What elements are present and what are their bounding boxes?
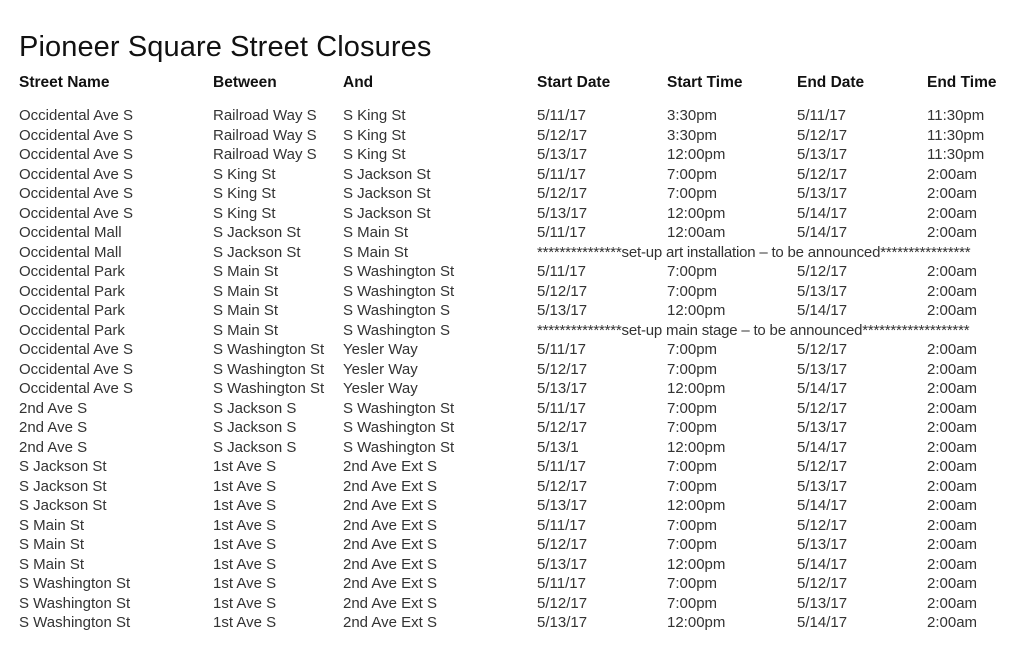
street-name-cell: Occidental Park <box>19 302 125 319</box>
column-header-start-date: Start Date <box>537 74 611 91</box>
table-row <box>19 418 1019 438</box>
street-name-cell: S Main St <box>19 536 85 553</box>
end-date-cell: 5/14/17 <box>797 302 848 319</box>
start-date-cell: 5/13/1 <box>537 438 579 456</box>
table-row <box>19 496 1019 516</box>
street-name-cell: S Main St <box>19 516 85 534</box>
street-name-cell: S Washington St <box>19 614 131 631</box>
start-time-cell: 3:30pm <box>667 126 718 144</box>
table-row <box>19 379 1019 399</box>
table-row <box>19 282 1019 302</box>
and-cell: S Washington St <box>343 399 455 417</box>
table-row <box>19 574 1019 594</box>
start-date-cell: 5/11/17 <box>537 341 586 358</box>
end-date-cell: 5/13/17 <box>797 282 848 300</box>
end-time-cell: 11:30pm <box>927 146 985 163</box>
start-time-cell: 7:00pm <box>667 165 718 183</box>
table-row <box>19 535 1019 555</box>
between-cell: 1st Ave S <box>213 575 277 592</box>
between-cell: 1st Ave S <box>213 458 277 475</box>
start-date-cell: 5/11/17 <box>537 399 586 417</box>
street-name-cell: 2nd Ave S <box>19 438 88 456</box>
start-time-cell: 12:00pm <box>667 302 726 319</box>
street-name-cell: Occidental Ave S <box>19 341 133 358</box>
start-date-cell: 5/11/17 <box>537 107 586 124</box>
start-time-cell: 12:00pm <box>667 146 726 163</box>
between-cell: S Main St <box>213 321 279 339</box>
end-time-cell: 2:00am <box>927 165 978 183</box>
start-time-cell: 7:00pm <box>667 360 718 378</box>
table-row <box>19 262 1019 282</box>
between-cell: 1st Ave S <box>213 477 277 495</box>
between-cell: Railroad Way S <box>213 126 317 144</box>
start-time-cell: 7:00pm <box>667 419 718 436</box>
and-cell: 2nd Ave Ext S <box>343 555 437 573</box>
end-time-cell: 2:00am <box>927 204 978 222</box>
column-header-street-name: Street Name <box>19 74 110 91</box>
start-date-cell: 5/11/17 <box>537 165 586 183</box>
end-date-cell: 5/13/17 <box>797 185 848 202</box>
and-cell: S Washington St <box>343 419 455 436</box>
end-date-cell: 5/13/17 <box>797 477 848 495</box>
between-cell: S Main St <box>213 282 279 300</box>
table-row <box>19 360 1019 380</box>
end-date-cell: 5/12/17 <box>797 126 848 144</box>
street-name-cell: Occidental Park <box>19 263 125 280</box>
end-date-cell: 5/12/17 <box>797 165 848 183</box>
and-cell: S Jackson St <box>343 165 431 183</box>
start-time-cell: 12:00pm <box>667 380 726 397</box>
table-row <box>19 165 1019 185</box>
and-cell: S Washington St <box>343 438 455 456</box>
column-header-and: And <box>343 74 374 91</box>
and-cell: S Washington St <box>343 282 455 300</box>
between-cell: 1st Ave S <box>213 614 277 631</box>
end-time-cell: 2:00am <box>927 438 978 456</box>
between-cell: S Jackson S <box>213 399 297 417</box>
table-row <box>19 555 1019 575</box>
table-row <box>19 184 1019 204</box>
between-cell: S Main St <box>213 302 279 319</box>
start-date-cell: 5/12/17 <box>537 360 588 378</box>
end-date-cell: 5/12/17 <box>797 575 848 592</box>
table-row <box>19 321 1019 341</box>
between-cell: S Main St <box>213 263 279 280</box>
end-time-cell: 2:00am <box>927 282 978 300</box>
street-name-cell: Occidental Mall <box>19 224 122 241</box>
end-time-cell: 2:00am <box>927 224 978 241</box>
table-row <box>19 399 1019 419</box>
end-date-cell: 5/13/17 <box>797 360 848 378</box>
start-date-cell: 5/12/17 <box>537 536 588 553</box>
street-name-cell: S Washington St <box>19 575 131 592</box>
table-row <box>19 301 1019 321</box>
between-cell: 1st Ave S <box>213 516 277 534</box>
street-name-cell: S Jackson St <box>19 477 107 495</box>
between-cell: S Jackson S <box>213 438 297 456</box>
between-cell: 1st Ave S <box>213 594 277 612</box>
end-date-cell: 5/12/17 <box>797 341 848 358</box>
end-time-cell: 2:00am <box>927 497 978 514</box>
start-date-cell: 5/13/17 <box>537 204 588 222</box>
table-row <box>19 594 1019 614</box>
between-cell: S King St <box>213 204 276 222</box>
and-cell: Yesler Way <box>343 360 418 378</box>
and-cell: S Washington St <box>343 263 455 280</box>
table-row <box>19 145 1019 165</box>
start-date-cell: 5/12/17 <box>537 185 588 202</box>
and-cell: S Main St <box>343 243 409 261</box>
and-cell: S King St <box>343 107 406 124</box>
and-cell: 2nd Ave Ext S <box>343 614 437 631</box>
street-name-cell: Occidental Ave S <box>19 185 133 202</box>
table-row <box>19 457 1019 477</box>
table-row <box>19 340 1019 360</box>
end-date-cell: 5/13/17 <box>797 536 848 553</box>
street-name-cell: S Jackson St <box>19 497 107 514</box>
start-date-cell: 5/11/17 <box>537 458 586 475</box>
start-date-cell: 5/13/17 <box>537 380 588 397</box>
street-name-cell: S Jackson St <box>19 458 107 475</box>
and-cell: S Jackson St <box>343 204 431 222</box>
end-date-cell: 5/14/17 <box>797 438 848 456</box>
start-time-cell: 7:00pm <box>667 399 718 417</box>
start-date-cell: 5/11/17 <box>537 516 586 534</box>
end-time-cell: 2:00am <box>927 419 978 436</box>
start-date-cell: 5/12/17 <box>537 477 588 495</box>
start-time-cell: 12:00pm <box>667 204 726 222</box>
street-closures-table <box>19 74 1019 633</box>
announcement-notice-cell: ***************set-up main stage – to be announced******************* <box>537 321 970 339</box>
start-time-cell: 7:00pm <box>667 458 718 475</box>
start-date-cell: 5/13/17 <box>537 497 588 514</box>
and-cell: S King St <box>343 126 406 144</box>
end-time-cell: 2:00am <box>927 477 978 495</box>
start-date-cell: 5/12/17 <box>537 594 588 612</box>
end-date-cell: 5/14/17 <box>797 224 848 241</box>
end-time-cell: 2:00am <box>927 360 978 378</box>
start-date-cell: 5/12/17 <box>537 282 588 300</box>
end-date-cell: 5/13/17 <box>797 419 848 436</box>
and-cell: 2nd Ave Ext S <box>343 497 437 514</box>
between-cell: S King St <box>213 165 276 183</box>
header-row <box>19 74 1019 98</box>
end-date-cell: 5/12/17 <box>797 399 848 417</box>
table-row <box>19 243 1019 263</box>
column-header-end-time: End Time <box>927 74 997 91</box>
between-cell: S Jackson S <box>213 419 297 436</box>
street-name-cell: Occidental Ave S <box>19 204 133 222</box>
end-time-cell: 2:00am <box>927 380 978 397</box>
start-time-cell: 7:00pm <box>667 282 718 300</box>
table-row <box>19 438 1019 458</box>
end-date-cell: 5/14/17 <box>797 204 848 222</box>
and-cell: 2nd Ave Ext S <box>343 458 437 475</box>
start-time-cell: 12:00pm <box>667 497 726 514</box>
end-time-cell: 2:00am <box>927 341 978 358</box>
column-header-between: Between <box>213 74 277 91</box>
spacer-cell <box>19 98 1019 106</box>
between-cell: 1st Ave S <box>213 497 277 514</box>
between-cell: 1st Ave S <box>213 555 277 573</box>
and-cell: 2nd Ave Ext S <box>343 594 437 612</box>
start-time-cell: 7:00pm <box>667 575 718 592</box>
end-date-cell: 5/12/17 <box>797 458 848 475</box>
start-date-cell: 5/13/17 <box>537 614 588 631</box>
end-date-cell: 5/14/17 <box>797 497 848 514</box>
and-cell: 2nd Ave Ext S <box>343 575 437 592</box>
table-header <box>19 74 1019 98</box>
table-row <box>19 223 1019 243</box>
between-cell: Railroad Way S <box>213 146 317 163</box>
start-time-cell: 7:00pm <box>667 536 718 553</box>
start-time-cell: 12:00pm <box>667 438 726 456</box>
start-date-cell: 5/13/17 <box>537 555 588 573</box>
between-cell: S King St <box>213 185 276 202</box>
street-name-cell: Occidental Ave S <box>19 126 133 144</box>
between-cell: Railroad Way S <box>213 107 317 124</box>
start-time-cell: 7:00pm <box>667 263 718 280</box>
between-cell: S Washington St <box>213 380 325 397</box>
end-time-cell: 2:00am <box>927 614 978 631</box>
street-name-cell: Occidental Ave S <box>19 165 133 183</box>
start-time-cell: 7:00pm <box>667 477 718 495</box>
column-header-end-date: End Date <box>797 74 865 91</box>
start-time-cell: 12:00pm <box>667 555 726 573</box>
start-date-cell: 5/13/17 <box>537 146 588 163</box>
end-time-cell: 2:00am <box>927 516 978 534</box>
and-cell: 2nd Ave Ext S <box>343 536 437 553</box>
column-header-start-time: Start Time <box>667 74 743 91</box>
street-name-cell: Occidental Ave S <box>19 146 133 163</box>
and-cell: Yesler Way <box>343 380 418 397</box>
end-time-cell: 2:00am <box>927 575 978 592</box>
and-cell: S King St <box>343 146 406 163</box>
between-cell: 1st Ave S <box>213 536 277 553</box>
and-cell: S Jackson St <box>343 185 431 202</box>
end-date-cell: 5/14/17 <box>797 614 848 631</box>
table-row <box>19 516 1019 536</box>
table-row <box>19 126 1019 146</box>
start-date-cell: 5/12/17 <box>537 126 588 144</box>
announcement-notice-cell: ***************set-up art installation – to be announced**************** <box>537 243 971 261</box>
end-time-cell: 2:00am <box>927 185 978 202</box>
table-body <box>19 98 1019 633</box>
street-name-cell: Occidental Ave S <box>19 380 133 397</box>
street-name-cell: Occidental Park <box>19 321 125 339</box>
page-title: Pioneer Square Street Closures <box>19 31 432 64</box>
end-time-cell: 11:30pm <box>927 126 985 144</box>
end-date-cell: 5/14/17 <box>797 380 848 397</box>
start-time-cell: 7:00pm <box>667 341 718 358</box>
header-spacer <box>19 98 1019 106</box>
start-time-cell: 7:00pm <box>667 516 718 534</box>
end-time-cell: 2:00am <box>927 263 978 280</box>
start-date-cell: 5/11/17 <box>537 575 586 592</box>
end-time-cell: 11:30pm <box>927 107 985 124</box>
and-cell: S Washington S <box>343 302 450 319</box>
table-row <box>19 477 1019 497</box>
street-name-cell: Occidental Park <box>19 282 125 300</box>
and-cell: 2nd Ave Ext S <box>343 477 437 495</box>
end-time-cell: 2:00am <box>927 594 978 612</box>
end-date-cell: 5/11/17 <box>797 107 846 124</box>
end-date-cell: 5/12/17 <box>797 516 848 534</box>
street-name-cell: S Main St <box>19 555 85 573</box>
end-date-cell: 5/14/17 <box>797 555 848 573</box>
end-date-cell: 5/12/17 <box>797 263 848 280</box>
between-cell: S Jackson St <box>213 224 301 241</box>
start-time-cell: 7:00pm <box>667 185 718 202</box>
table-row <box>19 613 1019 633</box>
street-name-cell: Occidental Ave S <box>19 107 133 124</box>
between-cell: S Washington St <box>213 341 325 358</box>
street-name-cell: Occidental Ave S <box>19 360 133 378</box>
and-cell: 2nd Ave Ext S <box>343 516 437 534</box>
street-name-cell: 2nd Ave S <box>19 399 88 417</box>
start-date-cell: 5/13/17 <box>537 302 588 319</box>
and-cell: Yesler Way <box>343 341 418 358</box>
street-name-cell: S Washington St <box>19 594 131 612</box>
table-row <box>19 106 1019 126</box>
and-cell: S Washington S <box>343 321 450 339</box>
and-cell: S Main St <box>343 224 409 241</box>
end-time-cell: 2:00am <box>927 302 978 319</box>
between-cell: S Washington St <box>213 360 325 378</box>
end-time-cell: 2:00am <box>927 458 978 475</box>
street-name-cell: Occidental Mall <box>19 243 122 261</box>
start-time-cell: 3:30pm <box>667 107 718 124</box>
end-time-cell: 2:00am <box>927 555 978 573</box>
start-date-cell: 5/11/17 <box>537 263 586 280</box>
start-date-cell: 5/11/17 <box>537 224 586 241</box>
table-row <box>19 204 1019 224</box>
end-time-cell: 2:00am <box>927 536 978 553</box>
start-date-cell: 5/12/17 <box>537 419 588 436</box>
start-time-cell: 12:00am <box>667 224 726 241</box>
street-name-cell: 2nd Ave S <box>19 419 88 436</box>
end-date-cell: 5/13/17 <box>797 594 848 612</box>
end-time-cell: 2:00am <box>927 399 978 417</box>
between-cell: S Jackson St <box>213 243 301 261</box>
end-date-cell: 5/13/17 <box>797 146 848 163</box>
start-time-cell: 7:00pm <box>667 594 718 612</box>
start-time-cell: 12:00pm <box>667 614 726 631</box>
